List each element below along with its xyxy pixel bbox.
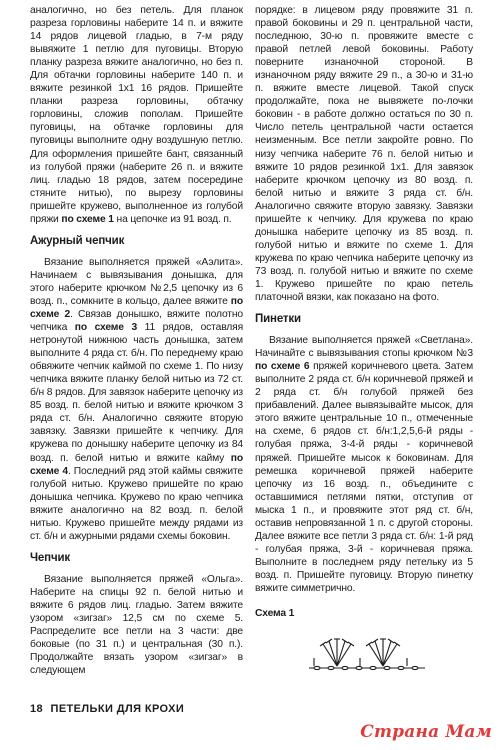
schema-4-reference: по схеме 4 — [30, 452, 243, 477]
section-title-booties: Пинетки — [255, 313, 301, 326]
paragraph-collar-finishing: аналогично, но без петель. Для планок разреза горловины наберите 14 п. и вяжите 14 рядов лицевой гладью, в 7-м ряду вывяжите 1 петлю для пуговицы. Вторую планку разреза вяжите аналогично, но без п. Для обтачки горловины наберите 140 п. и вяжите резинкой 1x1 16 рядов. Пришейте планки разреза горловины, обтачку горловины, сложив пополам. Пришейте пуговицы, на обтачке горловины для пуговицы выполните одну воздушную петлю. Для оформления пришейте бант, связанный из голубой пряжи (наберите 26 п. и вяжите лиц. гладью 18 рядов, затем посередине стяните нитью), по вырезу горловины пришейте кружево, выполненное из голубой пряжи по схеме 1 на цепочке из 91 возд. п. — [30, 5, 243, 225]
left-column — [30, 4, 243, 677]
right-column — [255, 4, 473, 674]
paragraph-bonnet: Вязание выполняется пряжей «Ольга». Наберите на спицы 92 п. белой нитью и вяжите 6 рядов лиц. гладью. Затем вяжите узором «зигзаг» 12,5 см по схеме 5. Распределите все петли на 3 части: две боковые (по 31 п.) и центральная (30 п.). Продолжайте вязать узором «зигзаг» в следующем — [30, 573, 243, 677]
schema-3-reference: по схеме 3 — [74, 322, 138, 334]
schema-2-reference: по схеме 2 — [30, 295, 243, 320]
paragraph-openwork-bonnet: Вязание выполняется пряжей «Аэлита». Начинаем с вывязывания донышка, для этого наберите крючком №2,5 цепочку из 6 возд. п., сомкните в кольцо, далее вяжите по схеме 2. Связав донышко, вяжите полотно чепчика по схеме 3 11 рядов, оставляя нетронутой нижнюю часть донышка, затем выполните 4 ряда ст. б/н. По переднему краю обвяжите чепчик каймой по схеме 1. По низу чепчика вяжите планку белой нитью из 72 ст. б/н 8 рядов. Для завязок наберите цепочку из 85 возд. п. белой нитью и вяжите крючком 3 ряда ст. б/н. Аналогично свяжите вторую завязку. Завязки пришейте к чепчику. Для кружева по донышку наберите цепочку из 84 возд. п. белой нитью и вяжите кайму по схеме 4. Последний ряд этой каймы свяжите голубой нитью. Кружево пришейте по краю донышка чепчика. Кружево по краю чепчика вяжите аналогично на 82 возд. п. белой нитью. Кружево пришейте между рядами из ст. б/н и ажурными рядами схемы боковин. — [30, 256, 243, 542]
section-name: ПЕТЕЛЬКИ ДЛЯ КРОХИ — [50, 703, 185, 715]
page-footer — [30, 703, 184, 715]
schema-1-reference: по схеме 1 — [61, 213, 114, 225]
crochet-chart-fan-icon — [307, 624, 427, 674]
schema-1-label: Схема 1 — [255, 608, 295, 620]
page-number: 18 — [30, 703, 44, 715]
section-title-openwork-bonnet: Ажурный чепчик — [30, 234, 125, 247]
schema-6-reference: по схеме 6 — [255, 361, 310, 373]
site-watermark: Страна Мам — [360, 722, 492, 742]
section-title-bonnet: Чепчик — [30, 551, 71, 564]
paragraph-bonnet-continued: порядке: в лицевом ряду провяжите 31 п. правой боковины и 29 п. центральной части, последнюю, 30-ю п. провяжите вместе с правой петлей левой боковины. Работу поверните изнаночной стороной. В изнаночном ряду вяжите 29 п., а 30-ю и 31-ю п. вяжите вместе лицевой. Такой спуск продолжайте, пока не вывяжете по-лочки боковин - в работе должно остаться по 30 п. Число петель центральной части остается неизменным. Все петли закройте ровно. По низу чепчика наберите 76 п. белой нитью и вяжите 10 рядов резинкой 1x1. Для завязок наберите крючком цепочку из 80 возд. п. белой нитью и вяжите 3 ряда ст. б/н. Аналогично свяжите вторую завязку. Завязки пришейте к чепчику. Для кружева по краю донышка наберите цепочку из 85 возд. п. голубой нитью и вяжите по схеме 1. Для кружева по краю чепчика наберите цепочку из 73 возд. п. голубой нитью и вяжите по схеме 1. Кружево пришейте по краю петель платочной вязки, как показано на фото. — [255, 5, 473, 304]
paragraph-booties: Вязание выполняется пряжей «Светлана». Начинайте с вывязывания стопы крючком №3 по схеме 6 пряжей коричневого цвета. Затем выполните 2 ряда ст. б/н коричневой пряжей и 2 ряда ст. б/н голубой пряжей без прибавлений. Далее вывязывайте мысок, для этого вяжите центральные 10 п., отмеченные на схеме, 6 рядов ст. б/н:1,2,5,6-й ряды - голубая пряжа, 3-4-й ряды - коричневой пряжей. Пришейте мысок к боковинам. Для ремешка коричневой пряжей наберите цепочку из 16 возд. п., объедините с оставшимися петлями пятки, отступив от мыска 1 п., и провяжите этот ряд ст. б/н, оставив непровязанной 1 п. с другой стороны. Далее вяжите все петли 3 ряда ст. б/н: 1-й ряд - голубая пряжа, 3-й - коричневая пряжа. Выполните в последнем ряду петельку из 5 возд. п. Пришейте пуговицу. Вторую пинетку вяжите симметрично. — [255, 335, 474, 594]
